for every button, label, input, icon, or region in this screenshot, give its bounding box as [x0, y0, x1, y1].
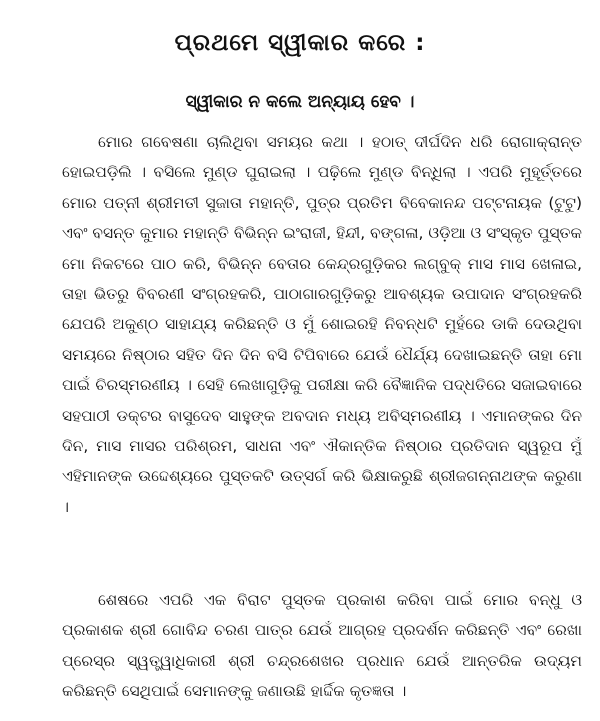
page-title: ପ୍ରଥମେ ସ୍ୱୀକାର କରେ : [174, 30, 426, 56]
body-paragraph-1: ମୋର ଗବେଷଣା ଚାଲିଥିବା ସମୟର କଥା । ହଠାତ୍ ଦୀର୍ଘଦିନ ଧରି ରୋଗାକ୍ରାନ୍ତ ହୋଇପଡ଼ିଲି । ବସିଲେ ମୁଣ୍ଡ ଘୁରାଇଲା । ପଢ଼ିଲେ ମୁଣ୍ଡ ବିନ୍ଧିଲା । ଏପରି ମୁହୂର୍ତ୍ତରେ ମୋର ପତ୍ନୀ ଶ୍ରୀମତୀ ସୁଜାତା ମହାନ୍ତି, ପୁତ୍ର ପ୍ରତିମ ବିବେକାନନ୍ଦ ପଟ୍ଟନାୟକ (ଟୁଟୁ) ଏବଂ ବସନ୍ତ କୁମାର ମହାନ୍ତି ବିଭିନ୍ନ ଇଂରାଜୀ, ହିନ୍ଦୀ, ବଙ୍ଗଳା, ଓଡ଼ିଆ ଓ ସଂସ୍କୃତ ପୁସ୍ତକ ମୋ ନିକଟରେ ପାଠ କରି, ବିଭିନ୍ନ ବେତାର କେନ୍ଦ୍ରଗୁଡ଼ିକର ଲଗ୍‌ବୁକ୍ ମାସ ମାସ ଖେଳାଇ, ତାହା ଭିତରୁ ବିବରଣୀ ସଂଗ୍ରହକରି, ପାଠାଗାରଗୁଡ଼ିକରୁ ଆବଶ୍ୟକ ଉପାଦାନ ସଂଗ୍ରହକରି ଯେପରି ଅକୁଣ୍ଠ ସାହାଯ୍ୟ କରିଛନ୍ତି ଓ ମୁଁ ଶୋଇରହି ନିବନ୍ଧଟି ମୁହଁରେ ଡାକି ଦେଉଥିବା ସମୟରେ ନିଷ୍ଠାର ସହିତ ଦିନ ଦିନ ବସି ଟିପିବାରେ ଯେଉଁ ଧୈର୍ଯ୍ୟ ଦେଖାଇଛନ୍ତି ତାହା ମୋ ପାଇଁ ଚିରସ୍ମରଣୀୟ । ସେହି ଲେଖାଗୁଡ଼ିକୁ ପରୀକ୍ଷା କରି ବୈଜ୍ଞାନିକ ପଦ୍ଧତିରେ ସଜାଇବାରେ ସହପାଠୀ ଡକ୍ଟର ବାସୁଦେବ ସାହୁଙ୍କ ଅବଦାନ ମଧ୍ୟ ଅବିସ୍ମରଣୀୟ । ଏମାନଙ୍କର ଦିନ ଦିନ, ମାସ ମାସର ପରିଶ୍ରମ, ସାଧନା ଏବଂ ଐକାନ୍ତିକ ନିଷ୍ଠାର ପ୍ରତିଦାନ ସ୍ୱରୂପ ମୁଁ ଏହିମାନଙ୍କ ଉଦ୍ଦେଶ୍ୟରେ ପୁସ୍ତକଟି ଉତ୍ସର୍ଗ କରି ଭିକ୍ଷାକରୁଛି ଶ୍ରୀଜଗନ୍ନାଥଙ୍କ କରୁଣା । [62, 133, 582, 516]
body-paragraph-2: ଶେଷରେ ଏପରି ଏକ ବିରାଟ ପୁସ୍ତକ ପ୍ରକାଶ କରିବା ପାଇଁ ମୋର ବନ୍ଧୁ ଓ ପ୍ରକାଶକ ଶ୍ରୀ ଗୋବିନ୍ଦ ଚରଣ ପାତ୍ର ଯେଉଁ ଆଗ୍ରହ ପ୍ରଦର୍ଶନ କରିଛନ୍ତି ଏବଂ ରେଖା ପ୍ରେସ୍‌ର ସ୍ୱତ୍ତ୍ୱାଧିକାରୀ ଶ୍ରୀ ଚନ୍ଦ୍ରଶେଖର ପ୍ରଧାନ ଯେଉଁ ଆନ୍ତରିକ ଉଦ୍ୟମ କରିଛନ୍ତି ସେଥିପାଇଁ ସେମାନଙ୍କୁ ଜଣାଉଛି ହାର୍ଦ୍ଦିକ କୃତଜ୍ଞତା । [62, 591, 582, 701]
page-subtitle: ସ୍ୱୀକାର ନ କଲେ ଅନ୍ୟାୟ ହେବ । [185, 92, 415, 112]
